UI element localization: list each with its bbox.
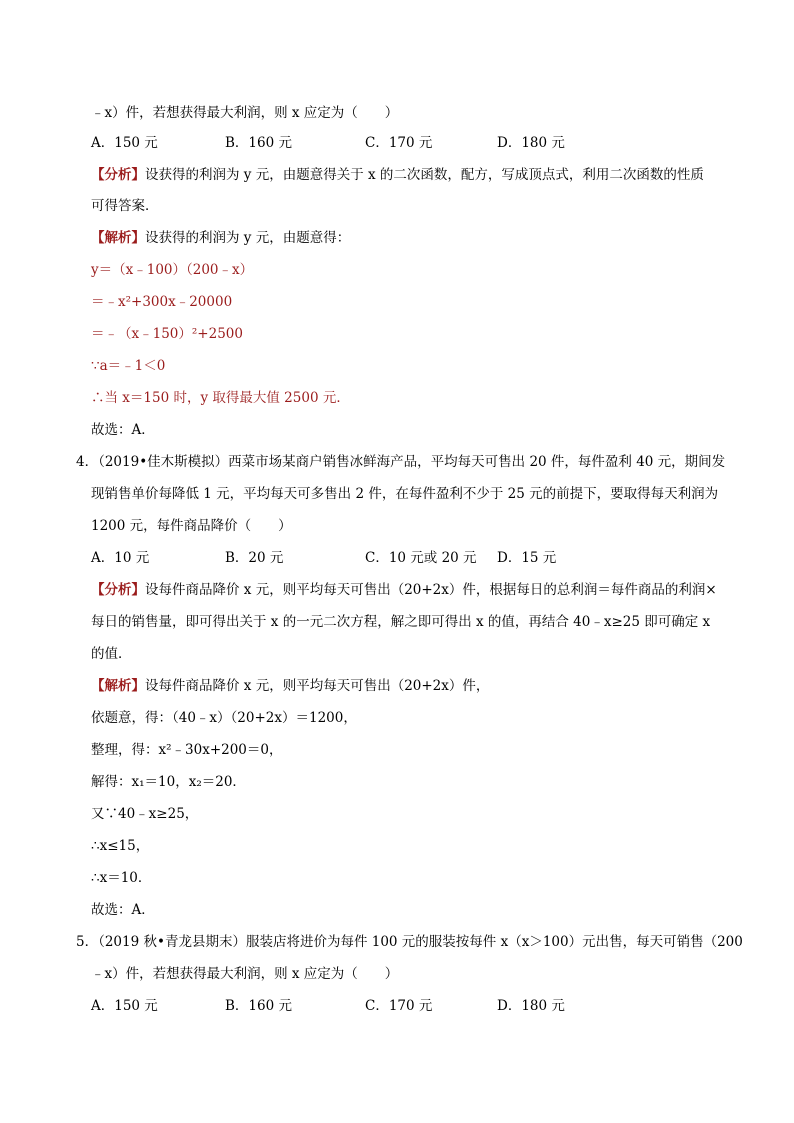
q5-option-a: A．150 元 xyxy=(91,998,158,1014)
q4-solution-line-4: 解得：x₁＝10，x₂＝20． xyxy=(91,774,246,790)
q3-equation-3: ＝﹣（x﹣150）²+2500 xyxy=(91,326,243,342)
q4-solution-line-6: ∴x≤15， xyxy=(91,838,150,854)
q4-analysis-line-2: 每日的销售量，即可得出关于 x 的一元二次方程，解之即可得出 x 的值，再结合 40﹣x≥25 即可确定 x xyxy=(91,614,711,630)
q3-option-a: A．150 元 xyxy=(91,135,158,151)
q4-solution-line-2: 依题意，得：（40﹣x）（20+2x）＝1200， xyxy=(91,710,357,726)
analysis-tag: 【分析】 xyxy=(91,167,145,183)
q3-equation-2: ＝﹣x²+300x﹣20000 xyxy=(91,294,233,310)
q4-solution xyxy=(91,677,489,695)
q4-solution-line-1: 设每件商品降价 x 元，则平均每天可售出（20+2x）件， xyxy=(145,678,490,694)
q3-equation-5: ∴当 x＝150 时，y 取得最大值 2500 元． xyxy=(91,390,350,406)
q4-stem-line-3: 1200 元，每件商品降价（ ） xyxy=(91,518,292,534)
q4-option-a: A．10 元 xyxy=(91,550,150,566)
q4-solution-line-5: 又∵40﹣x≥25， xyxy=(91,806,199,822)
solution-tag: 【解析】 xyxy=(91,230,145,246)
q5-option-b: B．160 元 xyxy=(225,998,292,1014)
q3-equation-4: ∵a＝﹣1＜0 xyxy=(91,358,166,374)
q4-analysis-line-1: 设每件商品降价 x 元，则平均每天可售出（20+2x）件，根据每日的总利润＝每件商品的利润× xyxy=(145,582,717,598)
q3-answer: 故选：A． xyxy=(91,422,155,438)
q5-stem-line-2: ﹣x）件，若想获得最大利润，则 x 应定为（ ） xyxy=(91,966,399,982)
q4-option-b: B．20 元 xyxy=(225,550,284,566)
q4-option-c: C．10 元或 20 元 xyxy=(365,550,477,566)
q3-option-c: C．170 元 xyxy=(365,135,433,151)
q3-option-d: D．180 元 xyxy=(497,135,565,151)
q5-stem-line-1: 5．（2019 秋•青龙县期末）服装店将进价为每件 100 元的服装按每件 x（x＞100）元出售，每天可销售（200 xyxy=(76,934,743,950)
q4-stem-line-2: 现销售单价每降低 1 元，平均每天可多售出 2 件，在每件盈利不少于 25 元的前提下，要取得每天利润为 xyxy=(91,486,719,502)
q3-equation-1: y＝（x﹣100）（200﹣x） xyxy=(91,262,254,278)
q3-analysis-line-2: 可得答案． xyxy=(91,198,159,214)
q4-option-d: D．15 元 xyxy=(497,550,557,566)
q4-answer: 故选：A． xyxy=(91,902,155,918)
solution-tag: 【解析】 xyxy=(91,678,145,694)
q4-solution-line-3: 整理，得：x²﹣30x+200＝0， xyxy=(91,742,283,758)
q3-analysis-line-1: 设获得的利润为 y 元，由题意得关于 x 的二次函数，配方，写成顶点式，利用二次函数的性质 xyxy=(145,167,704,183)
analysis-tag: 【分析】 xyxy=(91,582,145,598)
q4-solution-line-7: ∴x＝10． xyxy=(91,870,152,886)
q4-analysis xyxy=(91,581,717,599)
q5-option-d: D．180 元 xyxy=(497,998,565,1014)
q4-analysis-line-3: 的值． xyxy=(91,646,132,662)
q3-option-b: B．160 元 xyxy=(225,135,292,151)
q3-analysis xyxy=(91,166,704,184)
q5-option-c: C．170 元 xyxy=(365,998,433,1014)
q4-stem-line-1: 4．（2019•佳木斯模拟）西菜市场某商户销售冰鲜海产品，平均每天可售出 20 件，每件盈利 40 元，期间发 xyxy=(76,454,726,470)
q3-solution xyxy=(91,229,350,247)
q3-stem-tail: ﹣x）件，若想获得最大利润，则 x 应定为（ ） xyxy=(91,105,399,121)
q3-solution-line-1: 设获得的利润为 y 元，由题意得： xyxy=(145,230,351,246)
